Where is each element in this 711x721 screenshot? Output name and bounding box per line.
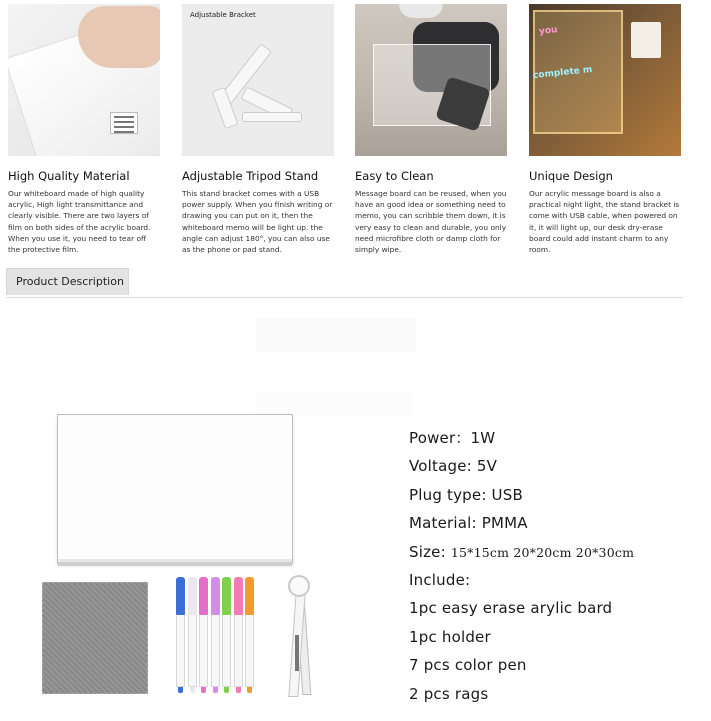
feature-title: Unique Design	[529, 169, 613, 183]
feature-unique-design	[529, 4, 687, 255]
feature-high-quality-material	[8, 4, 166, 255]
neon-text: you	[538, 25, 558, 37]
feature-title: Adjustable Tripod Stand	[182, 169, 319, 183]
tab-divider	[6, 297, 683, 298]
spec-include-item: 2 pcs rags	[409, 684, 489, 703]
spec-include-item: 1pc holder	[409, 627, 491, 646]
spec-include-item: 1pc easy erase arylic bard	[409, 599, 613, 618]
spec-material: Material: PMMA	[409, 514, 528, 533]
tab-product-description[interactable]	[6, 268, 129, 295]
rag-image	[42, 582, 148, 694]
spec-plug-type: Plug type: USB	[409, 485, 523, 504]
color-pen	[245, 577, 254, 693]
holder-image	[286, 575, 312, 699]
feature-text: Our acrylic message board is also a practical night light, the stand bracket is come with USB cable, when powered on it, it will light up, our desk dry-erase board could add instant charm to any room.	[529, 189, 680, 255]
color-pens-image	[176, 577, 258, 695]
feature-adjustable-tripod-stand	[182, 4, 340, 255]
spec-include-item: 7 pcs color pen	[409, 656, 527, 675]
color-pen	[222, 577, 231, 693]
night-light-image	[529, 4, 681, 156]
acrylic-board-image	[57, 414, 293, 564]
spec-list	[409, 424, 704, 708]
neon-text: complete m	[532, 64, 593, 82]
color-pen	[234, 577, 243, 693]
spec-size-value: 15*15cm 20*20cm 20*30cm	[450, 544, 635, 560]
faint-banner	[255, 392, 415, 416]
spec-voltage: Voltage: 5V	[409, 457, 498, 476]
feature-easy-to-clean	[355, 4, 513, 255]
feature-text: Our whiteboard made of high quality acrylic, High light transmittance and clearly visible. There are two layers of film on both sides of the acrylic board. When you use it, you need to tear off the protective film.	[8, 189, 151, 255]
bracket-image	[182, 4, 334, 156]
color-pen	[211, 577, 220, 693]
color-pen	[188, 577, 197, 693]
tab-label: Product Description	[16, 275, 124, 288]
feature-text: Message board can be reused, when you have an good idea or something need to memo, you can scribble them down, it is very easy to clean and durable, you only need microfibre cloth or damp cloth for simply wipe.	[355, 189, 507, 255]
feature-title: High Quality Material	[8, 169, 130, 183]
image-tag: Adjustable Bracket	[190, 11, 256, 19]
acrylic-sheet-image	[8, 4, 160, 156]
feature-title: Easy to Clean	[355, 169, 434, 183]
cleaning-image	[355, 4, 507, 156]
spec-size-label: Size:	[409, 542, 446, 561]
spec-power: Power：1W	[409, 429, 496, 447]
color-pen	[176, 577, 185, 693]
feature-text: This stand bracket comes with a USB power supply. When you finish writing or drawing you can put on it, then the whiteboard memo will be light up. the angle can adjust 180°, you can also use as the phone or pad stand.	[182, 189, 333, 255]
spec-include: Include:	[409, 570, 471, 589]
feature-grid	[0, 0, 711, 262]
color-pen	[199, 577, 208, 693]
faint-banner	[256, 318, 416, 352]
spec-size	[409, 538, 704, 566]
